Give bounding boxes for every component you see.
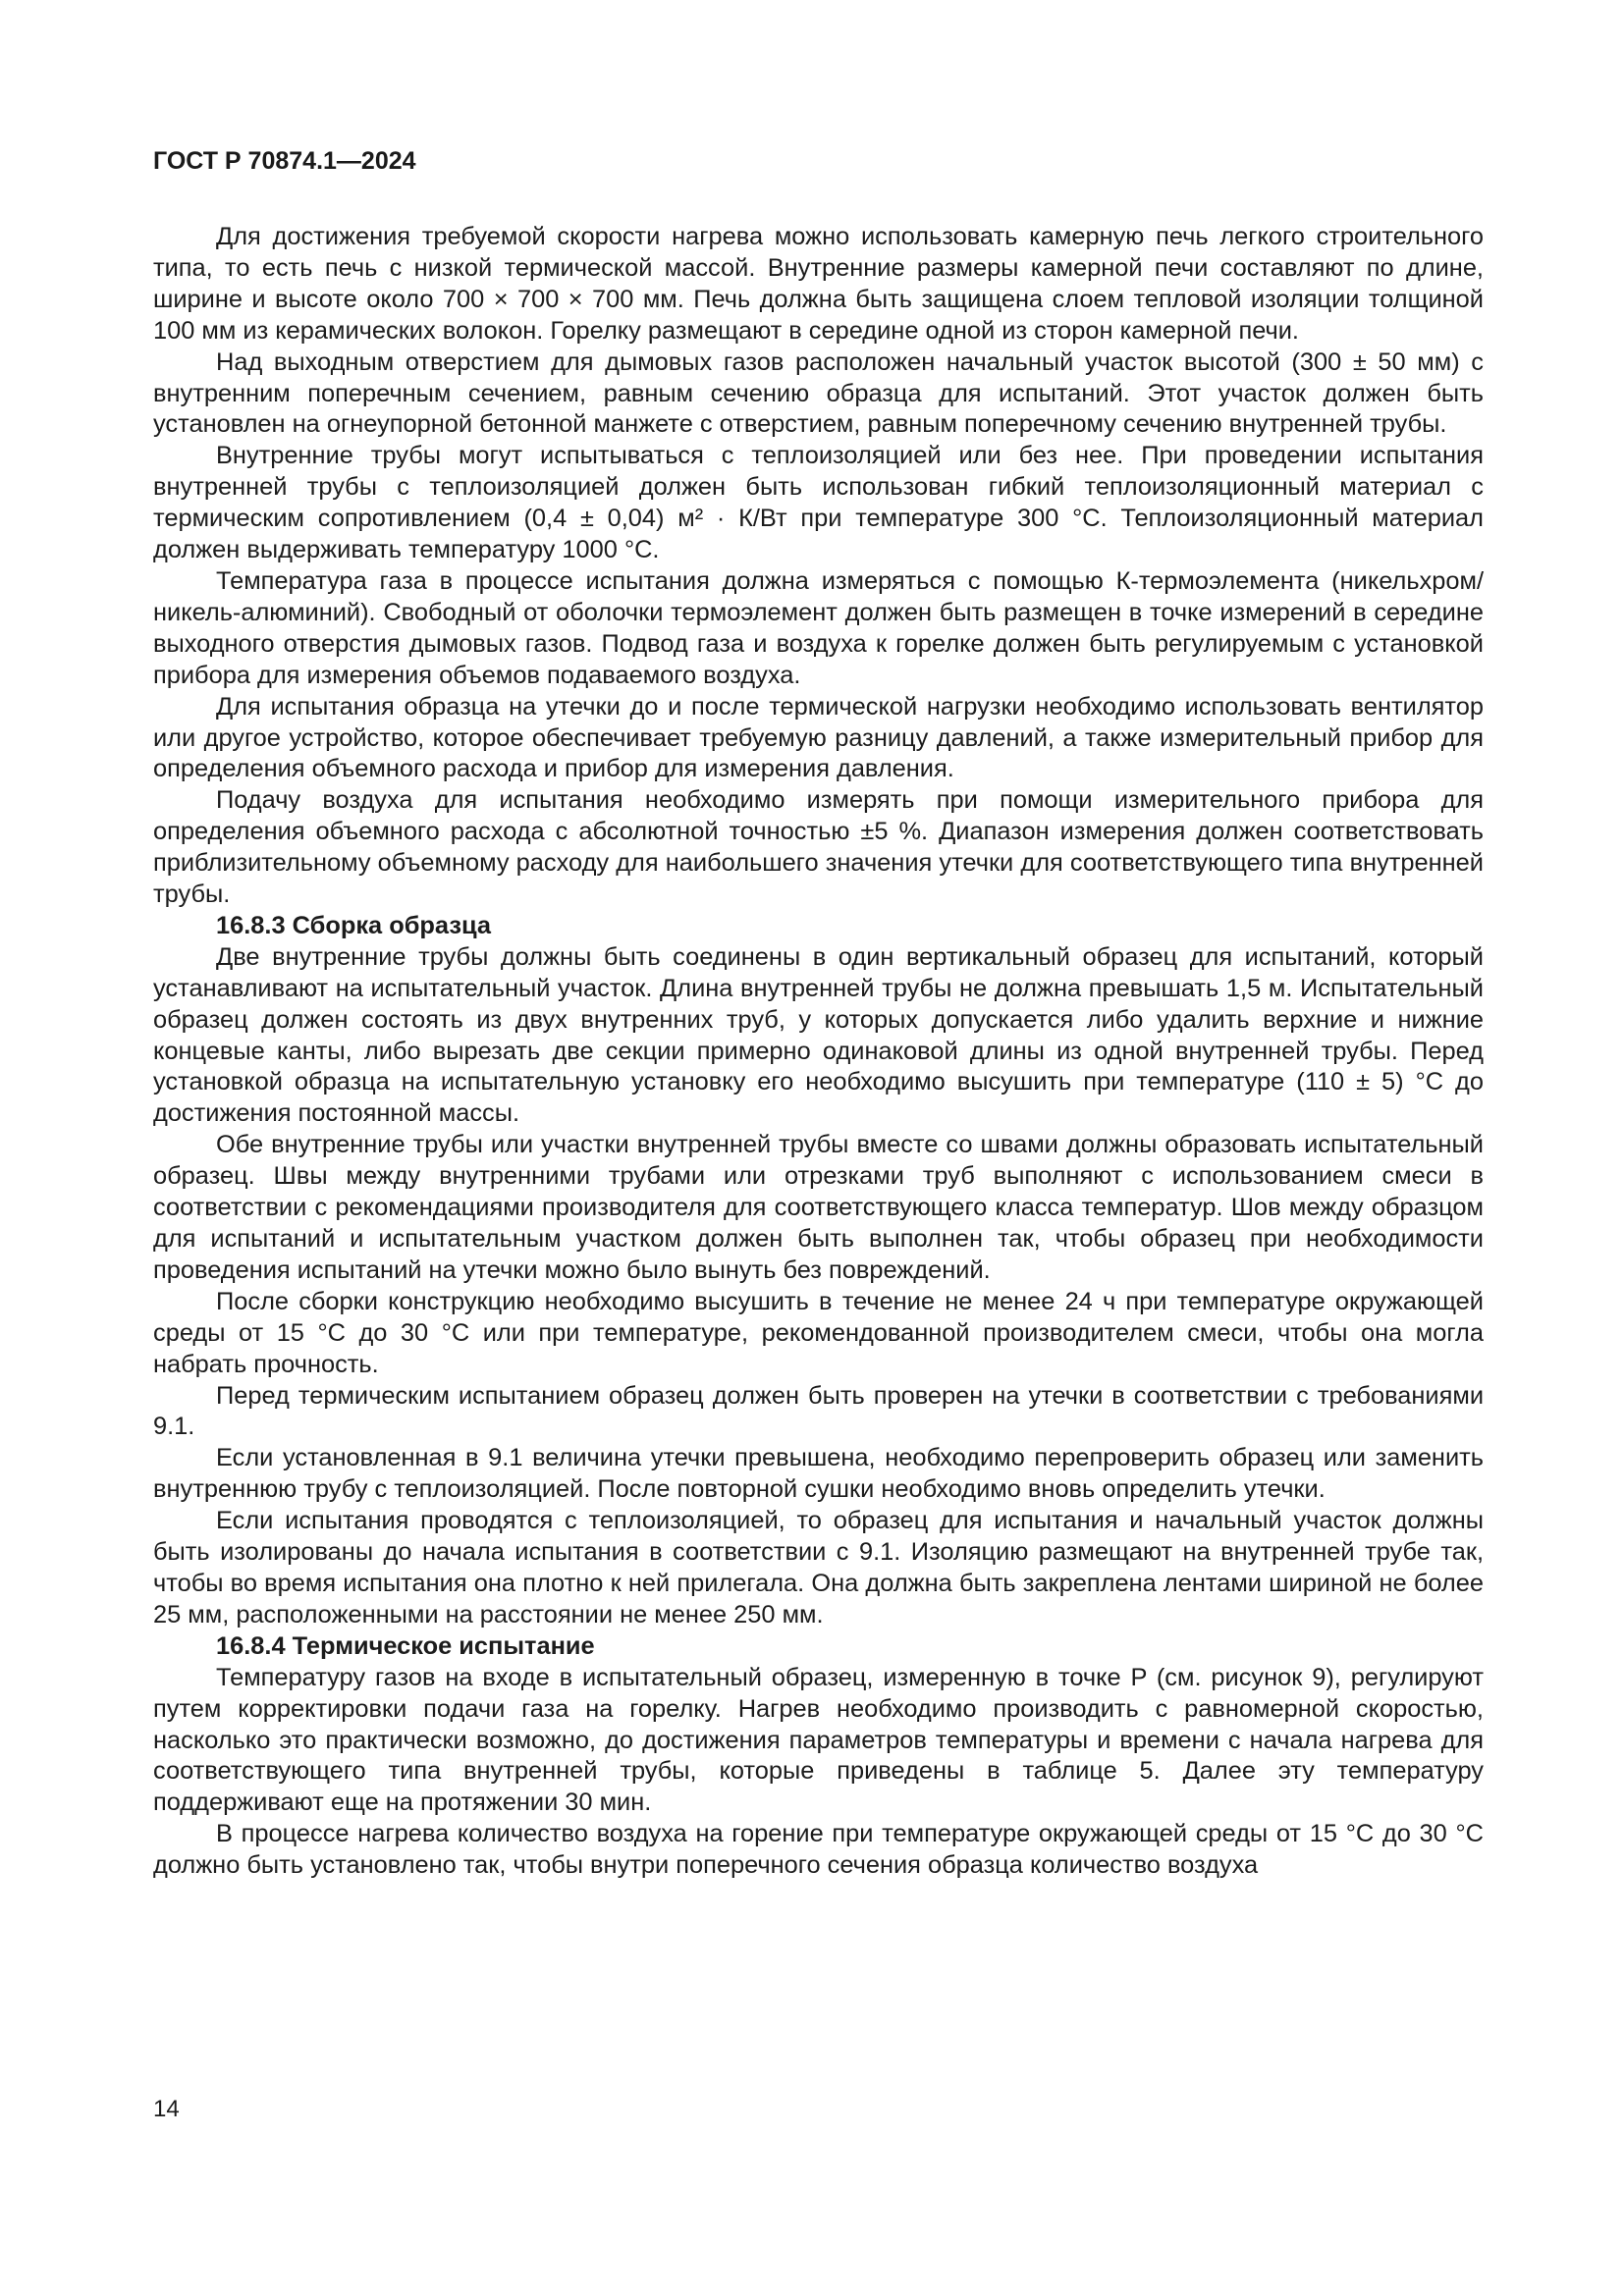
paragraph: Внутренние трубы могут испытываться с теплоизоляцией или без нее. При проведении испытания внутренней трубы с теплоизоляцией должен быть использован гибкий теплоизоляционный материал с термическим сопротивлением (0,4 ± 0,04) м² · К/Вт при температуре 300 °С. Теплоизоляционный материал должен выдерживать температуру 1000 °С. (153, 442, 1484, 564)
paragraph: Если установленная в 9.1 величина утечки превышена, необходимо перепроверить образец или заменить внутреннюю трубу с теплоизоляцией. После повторной сушки необходимо вновь определить утечки. (153, 1444, 1484, 1504)
paragraph: Температура газа в процессе испытания должна измеряться с помощью К-термоэлемента (никельхром/никель-алюминий). Свободный от оболочки термоэлемент должен быть размещен в точке измерений в середине выходного отверстия дымовых газов. Подвод газа и воздуха к горелке должен быть регулируемым с установкой прибора для измерения объемов подаваемого воздуха. (153, 566, 1484, 689)
section-heading: 16.8.3 Сборка образца (216, 911, 492, 939)
paragraph: Обе внутренние трубы или участки внутренней трубы вместе со швами должны образовать испытательный образец. Швы между внутренними трубами или отрезками труб выполняют с использованием смеси в соответствии с рекомендациями производителя для соответствующего класса температур. Шов между образцом для испытаний и испытательным участком должен быть выполнен так, чтобы образец при необходимости проведения испытаний на утечки можно было вынуть без повреждений. (153, 1131, 1484, 1284)
document-body (153, 222, 1484, 1882)
paragraph: После сборки конструкцию необходимо высушить в течение не менее 24 ч при температуре окружающей среды от 15 °С до 30 °С или при температуре, рекомендованной производителем смеси, чтобы она могла набрать прочность. (153, 1287, 1484, 1378)
section-heading: 16.8.4 Термическое испытание (216, 1631, 595, 1660)
page-number: 14 (153, 2096, 180, 2122)
document-header: ГОСТ Р 70874.1—2024 (153, 147, 416, 175)
paragraph: В процессе нагрева количество воздуха на горение при температуре окружающей среды от 15 °С до 30 °С должно быть установлено так, чтобы внутри поперечного сечения образца количество воздуха (153, 1820, 1484, 1880)
paragraph: Подачу воздуха для испытания необходимо измерять при помощи измерительного прибора для определения объемного расхода с абсолютной точностью ±5 %. Диапазон измерения должен соответствовать приблизительному объемному расходу для наибольшего значения утечки для соответствующего типа внутренней трубы. (153, 786, 1484, 909)
paragraph: Если испытания проводятся с теплоизоляцией, то образец для испытания и начальный участок должны быть изолированы до начала испытания в соответствии с 9.1. Изоляцию размещают на внутренней трубе так, чтобы во время испытания она плотно к ней прилегала. Она должна быть закреплена лентами шириной не более 25 мм, расположенными на расстоянии не менее 250 мм. (153, 1507, 1484, 1629)
paragraph: Две внутренние трубы должны быть соединены в один вертикальный образец для испытаний, который устанавливают на испытательный участок. Длина внутренней трубы не должна превышать 1,5 м. Испытательный образец должен состоять из двух внутренних труб, у которых допускается либо удалить верхние и нижние концевые канты, либо вырезать две секции примерно одинаковой длины из одной внутренней трубы. Перед установкой образца на испытательную установку его необходимо высушить при температуре (110 ± 5) °С до достижения постоянной массы. (153, 942, 1484, 1128)
paragraph: Для достижения требуемой скорости нагрева можно использовать камерную печь легкого строительного типа, то есть печь с низкой термической массой. Внутренние размеры камерной печи составляют по длине, ширине и высоте около 700 × 700 × 700 мм. Печь должна быть защищена слоем тепловой изоляции толщиной 100 мм из керамических волокон. Горелку размещают в середине одной из сторон камерной печи. (153, 223, 1484, 345)
paragraph: Перед термическим испытанием образец должен быть проверен на утечки в соответствии с требованиями 9.1. (153, 1381, 1484, 1441)
paragraph: Для испытания образца на утечки до и после термической нагрузки необходимо использовать вентилятор или другое устройство, которое обеспечивает требуемую разницу давлений, а также измерительный прибор для определения объемного расхода и прибор для измерения давления. (153, 692, 1484, 783)
paragraph: Температуру газов на входе в испытательный образец, измеренную в точке P (см. рисунок 9), регулируют путем корректировки подачи газа на горелку. Нагрев необходимо производить с равномерной скоростью, насколько это практически возможно, до достижения параметров температуры и времени с начала нагрева для соответствующего типа внутренней трубы, которые приведены в таблице 5. Далее эту температуру поддерживают еще на протяжении 30 мин. (153, 1663, 1484, 1817)
paragraph: Над выходным отверстием для дымовых газов расположен начальный участок высотой (300 ± 50 мм) с внутренним поперечным сечением, равным сечению образца для испытаний. Этот участок должен быть установлен на огнеупорной бетонной манжете с отверстием, равным поперечному сечению внутренней трубы. (153, 347, 1484, 439)
